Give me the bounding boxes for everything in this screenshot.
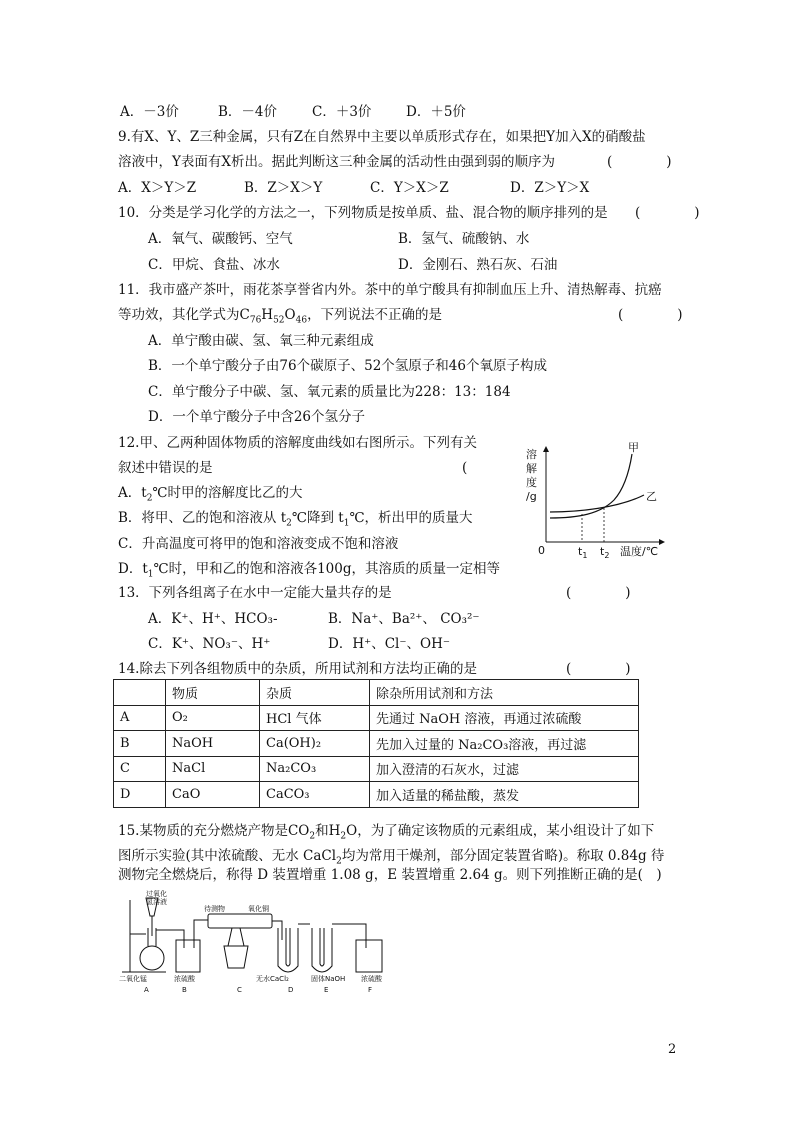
table-cell: 加入澄清的石灰水，过滤 — [370, 756, 639, 782]
q9-stem-line2: 溶液中，Y表面有X析出。据此判断这三种金属的活动性由强到弱的顺序为 — [118, 154, 556, 170]
q9-option-d: D．Z＞Y＞X — [510, 180, 590, 196]
q11-answer-paren: ( ) — [618, 307, 683, 323]
q10-option-b: B．氢气、硫酸钠、水 — [398, 231, 530, 247]
label-sample: 待测物 — [204, 905, 225, 913]
u-tube-d-inner — [286, 928, 290, 966]
graph-ylabel-2: 解 — [526, 462, 537, 475]
q15-text-a: 15.某物质的充分燃烧产物是CO — [118, 823, 310, 839]
table-cell: Ca(OH)₂ — [260, 731, 370, 757]
table-cell: B — [114, 731, 166, 757]
combustion-tube — [208, 914, 272, 928]
graph-t1-sub: 1 — [582, 551, 588, 560]
tube-a-b — [156, 930, 184, 948]
q15-sub-cacl2: 2 — [336, 856, 342, 867]
q10-option-c: C．甲烷、食盐、冰水 — [148, 257, 280, 273]
q12-b-sub1: 2 — [286, 518, 292, 529]
table-header-cell — [114, 680, 166, 706]
q8-option-b: B．－4价 — [218, 104, 278, 120]
q12-a-tail: ℃时甲的溶解度比乙的大 — [152, 485, 303, 501]
u-tube-d — [278, 928, 298, 972]
q12-option-c: C．升高温度可将甲的饱和溶液变成不饱和溶液 — [118, 536, 399, 552]
table-cell: 加入适量的稀盐酸，蒸发 — [370, 782, 639, 808]
table-header-cell: 杂质 — [260, 680, 370, 706]
letter-f: F — [368, 986, 373, 994]
table-row — [114, 731, 639, 757]
q12-d-text: D．t — [118, 561, 148, 577]
q9-stem-line1: 9.有X、Y、Z三种金属，只有Z在自然界中主要以单质形式存在，如果把Y加入X的硝酸盐 — [118, 129, 646, 145]
q11-sub-c: 76 — [249, 315, 262, 326]
experiment-apparatus-figure — [116, 888, 396, 1000]
table-row — [114, 705, 639, 731]
q9-option-a: A．X＞Y＞Z — [118, 180, 197, 196]
q9-answer-paren: ( ) — [607, 154, 672, 170]
burner-c — [224, 946, 248, 968]
q15-text-c: O，为了确定该物质的元素组成，某小组设计了如下 — [346, 823, 655, 839]
q11-text: 等功效，其化学式为C — [118, 307, 250, 323]
table-row — [114, 756, 639, 782]
q9-options — [118, 179, 678, 197]
table-header-cell: 物质 — [166, 680, 260, 706]
q13-option-d: D．H⁺、Cl⁻、OH⁻ — [328, 636, 450, 652]
q12-b-text: B．将甲、乙的饱和溶液从 t — [118, 510, 287, 526]
q11-option-a: A．单宁酸由碳、氢、氧三种元素组成 — [148, 333, 374, 349]
q12-b-tail: ℃，析出甲的质量大 — [349, 510, 473, 526]
graph-t1: t — [578, 545, 583, 558]
letter-c: C — [237, 986, 242, 994]
q15-text-b: 和H — [315, 823, 341, 839]
q14-stem: 14.除去下列各组物质中的杂质，所用试剂和方法均正确的是 — [118, 661, 477, 677]
q15-sub-h2o: 2 — [340, 831, 347, 842]
table-cell: O₂ — [166, 705, 260, 731]
u-tube-e — [312, 928, 332, 972]
tube-b-c — [194, 920, 208, 948]
q11-text-h: H — [261, 307, 274, 323]
q11-stem-line2 — [118, 306, 442, 330]
label-conc-h2so4-b: 浓硫酸 — [174, 975, 195, 983]
tube-c-d — [272, 921, 282, 940]
table-cell: 先通过 NaOH 溶液，再通过浓硫酸 — [370, 705, 639, 731]
graph-t2-label — [600, 545, 609, 560]
q13-option-c: C．K⁺、NO₃⁻、H⁺ — [148, 636, 271, 652]
q14-answer-paren: ( ) — [566, 661, 631, 677]
q12-a-sub: 2 — [146, 493, 153, 504]
letter-b: B — [182, 986, 187, 994]
q12-option-b — [118, 509, 473, 533]
graph-t1-label — [578, 545, 587, 560]
q11-stem-line1: 11．我市盛产茶叶，雨花茶享誉省内外。茶中的单宁酸具有抑制血压上升、清热解毒、抗癌 — [118, 282, 662, 298]
q10-option-d: D．金刚石、熟石灰、石油 — [398, 257, 558, 273]
q8-option-c: C．＋3价 — [312, 104, 372, 120]
table-header-cell: 除杂所用试剂和方法 — [370, 680, 639, 706]
q10-answer-paren: ( ) — [635, 205, 700, 221]
letter-e: E — [324, 986, 329, 994]
curve-jia-label: 甲 — [628, 441, 639, 454]
q12-option-d — [118, 560, 500, 584]
q12-d-sub: 1 — [147, 569, 154, 580]
table-row — [114, 782, 639, 808]
q12-option-a — [118, 484, 303, 508]
label-cuo: 氧化铜 — [248, 905, 269, 913]
label-h2o2-2: 氢溶液 — [146, 898, 167, 906]
burner-flame-holder — [228, 928, 244, 946]
q12-stem-line1: 12.甲、乙两种固体物质的溶解度曲线如右图所示。下列有关 — [118, 435, 477, 451]
tube-e-f — [332, 924, 366, 948]
q11-option-c: C．单宁酸分子中碳、氢、氧元素的质量比为228：13：184 — [148, 384, 511, 400]
q12-b-mid: ℃降到 t — [291, 510, 344, 526]
solubility-curve-figure — [518, 438, 668, 564]
q12-stem-line2: 叙述中错误的是 — [118, 460, 213, 476]
q13-option-b: B．Na⁺、Ba²⁺、 CO₃²⁻ — [328, 611, 480, 627]
letter-d: D — [288, 986, 294, 994]
graph-t2: t — [600, 545, 605, 558]
q15-line3: 测物完全燃烧后，称得 D 装置增重 1.08 g，E 装置增重 2.64 g。则下列推断正确的是( ) — [118, 867, 662, 883]
graph-x-arrow — [659, 539, 665, 545]
label-conc-h2so4-f: 浓硫酸 — [361, 975, 382, 983]
curve-yi-label: 乙 — [646, 490, 657, 503]
q11-text-o: O — [284, 307, 296, 323]
q10-option-a: A．氧气、碳酸钙、空气 — [148, 231, 293, 247]
q15-sub-co2: 2 — [309, 831, 316, 842]
graph-ylabel-3: 度 — [526, 476, 537, 489]
graph-ylabel-4: /g — [526, 490, 537, 503]
q12-a-text: A．t — [118, 485, 147, 501]
curve-jia — [550, 454, 632, 518]
bottle-b — [176, 940, 200, 972]
q9-option-b: B．Z＞X＞Y — [244, 180, 323, 196]
q8-option-d: D．＋5价 — [406, 104, 466, 120]
q12-b-sub2: 1 — [343, 518, 350, 529]
page-number: 2 — [668, 1042, 677, 1057]
table-cell: C — [114, 756, 166, 782]
bottle-f — [356, 940, 382, 972]
q12-d-tail: ℃时，甲和乙的饱和溶液各100g，其溶质的质量一定相等 — [153, 561, 500, 577]
u-tube-e-inner — [320, 928, 324, 966]
q15-line1 — [118, 822, 654, 846]
flask-a — [140, 946, 164, 970]
label-cacl2: 无水CaCl₂ — [256, 975, 289, 983]
letter-a: A — [144, 986, 149, 994]
q15-text-d: 图所示实验(其中浓硫酸、无水 CaCl — [118, 848, 337, 864]
table-cell: A — [114, 705, 166, 731]
table-cell: CaO — [166, 782, 260, 808]
q11-option-b: B．一个单宁酸分子由76个碳原子、52个氢原子和46个氧原子构成 — [148, 358, 547, 374]
q11-sub-o: 46 — [295, 315, 308, 326]
graph-ylabel-1: 溶 — [526, 448, 537, 461]
q8-options — [120, 103, 680, 121]
q13-stem: 13．下列各组离子在水中一定能大量共存的是 — [118, 585, 392, 601]
graph-y-arrow — [543, 446, 549, 452]
q12-answer-paren: ( — [462, 460, 468, 476]
label-h2o2-1: 过氧化 — [146, 890, 167, 898]
curve-yi — [550, 495, 644, 512]
table-cell: NaOH — [166, 731, 260, 757]
q11-text-tail: ，下列说法不正确的是 — [307, 307, 443, 323]
q13-answer-paren: ( ) — [566, 585, 631, 601]
graph-t2-sub: 2 — [604, 551, 610, 560]
q11-option-d: D．一个单宁酸分子中含26个氢分子 — [148, 409, 366, 425]
graph-xlabel: 温度/℃ — [620, 545, 659, 558]
q9-option-c: C．Y＞X＞Z — [370, 180, 449, 196]
table-cell: CaCO₃ — [260, 782, 370, 808]
table-cell: 先加入过量的 Na₂CO₃溶液，再过滤 — [370, 731, 639, 757]
purification-table — [113, 679, 639, 808]
label-mno2: 二氧化锰 — [119, 975, 147, 983]
table-cell: HCl 气体 — [260, 705, 370, 731]
table-cell: NaCl — [166, 756, 260, 782]
table-cell: Na₂CO₃ — [260, 756, 370, 782]
table-cell: D — [114, 782, 166, 808]
q10-stem: 10．分类是学习化学的方法之一，下列物质是按单质、盐、混合物的顺序排列的是 — [118, 205, 608, 221]
table-header-row — [114, 680, 639, 706]
label-naoh: 固体NaOH — [311, 975, 346, 983]
graph-origin: 0 — [538, 544, 545, 557]
q8-option-a: A．－3价 — [120, 104, 179, 120]
q13-option-a: A．K⁺、H⁺、HCO₃- — [148, 611, 278, 627]
q15-text-e: 均为常用干燥剂，部分固定装置省略)。称取 0.84g 待 — [341, 848, 665, 864]
q11-sub-h: 52 — [273, 315, 285, 326]
